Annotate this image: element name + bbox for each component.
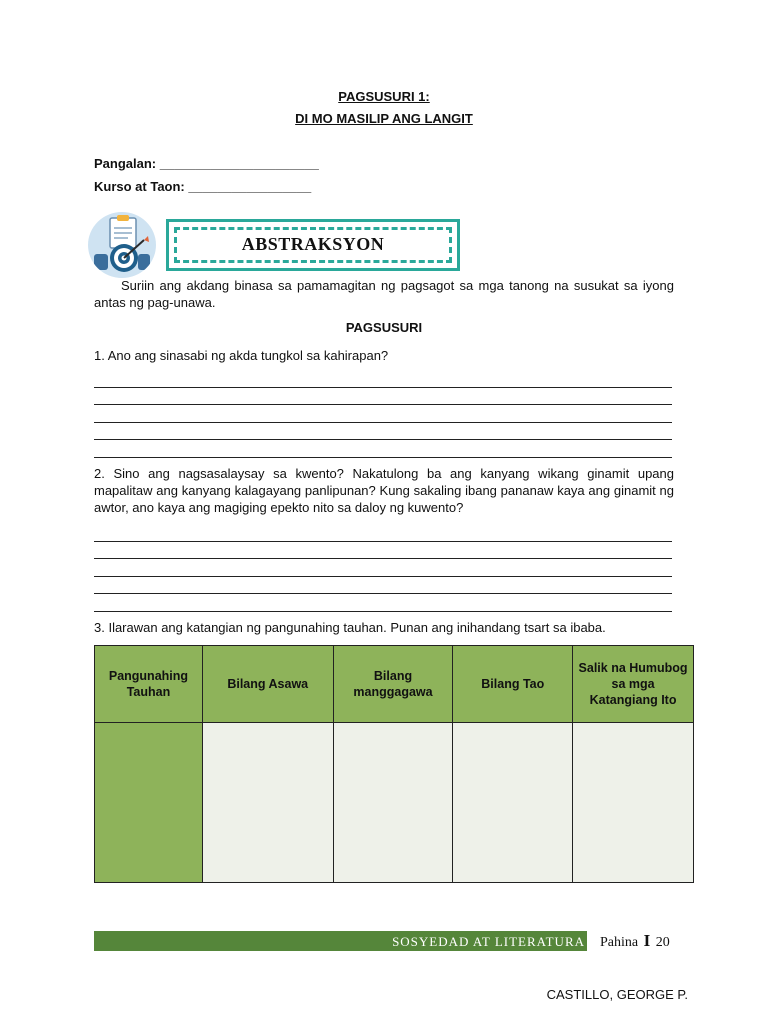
column-header-main-character: Pangunahing Tauhan	[95, 646, 203, 723]
answer-line[interactable]	[94, 405, 672, 423]
page-separator: I	[643, 931, 651, 950]
question-1: 1. Ano ang sinasabi ng akda tungkol sa kahirapan?	[94, 348, 389, 363]
column-header-shaping-factors: Salik na Humubog sa mga Katangiang Ito	[573, 646, 694, 723]
page-subtitle: DI MO MASILIP ANG LANGIT	[295, 111, 473, 126]
course-field[interactable]: Kurso at Taon: _________________	[94, 179, 312, 194]
question-3: 3. Ilarawan ang katangian ng pangunahing tauhan. Punan ang inihandang tsart sa ibaba.	[94, 620, 606, 635]
answer-line[interactable]	[94, 542, 672, 560]
table-row	[95, 723, 694, 883]
page-number: 20	[655, 935, 670, 950]
answer-line[interactable]	[94, 370, 672, 388]
column-header-as-spouse: Bilang Asawa	[202, 646, 333, 723]
answer-line[interactable]	[94, 594, 672, 612]
page-number-label	[600, 931, 670, 951]
answer-line[interactable]	[94, 524, 672, 542]
answer-line[interactable]	[94, 577, 672, 595]
footer-bar	[94, 931, 587, 951]
footer-subject: SOSYEDAD AT LITERATURA	[392, 934, 585, 949]
question-2: 2. Sino ang nagsasalaysay sa kwento? Nakatulong ba ang kanyang wikang ginamit upang mapalitaw ang kanyang kalagayang panlipunan? Kung sakaling ibang pananaw kaya ang ginamit ng awtor, ano kaya ang magiging epekto nito sa daloy ng kuwento?	[94, 466, 674, 515]
name-field[interactable]: Pangalan: ______________________	[94, 156, 319, 171]
page-title: PAGSUSURI 1:	[338, 89, 430, 104]
answer-lines-1[interactable]	[94, 370, 672, 458]
answer-line[interactable]	[94, 388, 672, 406]
section-banner-label: ABSTRAKSYON	[241, 234, 385, 254]
answer-lines-2[interactable]	[94, 524, 672, 612]
table-cell-as-spouse[interactable]	[202, 723, 333, 883]
section-banner	[166, 219, 460, 271]
column-header-as-worker: Bilang manggagawa	[333, 646, 453, 723]
table-cell-main-character[interactable]	[95, 723, 203, 883]
answer-line[interactable]	[94, 559, 672, 577]
answer-line[interactable]	[94, 440, 672, 458]
page-word: Pahina	[600, 935, 639, 950]
table-cell-as-person[interactable]	[453, 723, 573, 883]
column-header-as-person: Bilang Tao	[453, 646, 573, 723]
target-clipboard-icon	[88, 212, 156, 278]
intro-paragraph: Suriin ang akdang binasa sa pamamagitan ng pagsagot sa mga tanong na susukat sa iyong antas ng pag-unawa.	[94, 278, 674, 310]
section-heading: PAGSUSURI	[345, 320, 423, 335]
table-header-row	[95, 646, 694, 723]
author-name: CASTILLO, GEORGE P.	[546, 987, 688, 1002]
character-chart-table	[94, 645, 694, 883]
table-cell-shaping-factors[interactable]	[573, 723, 694, 883]
answer-line[interactable]	[94, 423, 672, 441]
table-cell-as-worker[interactable]	[333, 723, 453, 883]
